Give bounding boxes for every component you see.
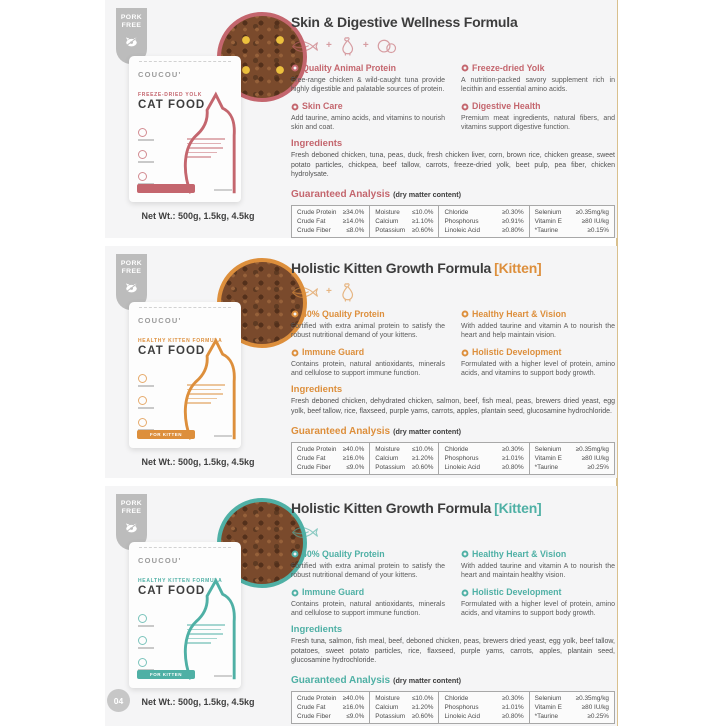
formula-title: Skin & Digestive Wellness Formula — [291, 14, 518, 30]
bag-net-mark — [214, 435, 232, 437]
card-content — [291, 486, 615, 724]
paw-bullet-icon — [291, 64, 299, 72]
plus-icon: + — [326, 286, 332, 298]
bag-band — [137, 184, 195, 193]
paw-bullet-icon — [461, 103, 469, 111]
analysis-table: Crude Protein ≥34.0% Crude Fat ≥14.0% Crude Fiber ≤8.0% Moisture ≤10.0% Calcium ≥1.10% Potassium ≥0.60% Chloride ≥0.30% Phosphorus ≥0.91% Linoleic Acid ≥0.80% Selenium ≥0.35mg/kg Vitamin E ≥80 IU/kg *Taurine ≥0.15% — [291, 205, 615, 238]
chicken-icon — [339, 283, 356, 302]
guaranteed-analysis-section — [291, 184, 615, 238]
feature-heart-vision: Healthy Heart & Vision With added taurine and vitamin A to nourish the heart and help maintain vision. — [461, 309, 615, 339]
feature-holistic-development: Holistic Development Formulated with a higher level of protein, amino acids, and vitamins to support body growth. — [461, 347, 615, 378]
ingredients-heading: Ingredients — [291, 624, 343, 636]
product-card-kitten-growth-teal — [105, 486, 617, 726]
bag-zipper — [139, 547, 231, 548]
egg-yolk-icon — [376, 39, 398, 54]
bag-fine-print — [187, 138, 225, 158]
formula-tag: [Kitten] — [494, 500, 542, 516]
plus-icon: + — [362, 40, 369, 52]
feature-quality-protein: 40% Quality Protein Fortified with extra animal protein to satisfy the robust nutritional demand of your kittens. — [291, 549, 445, 579]
bag-feature-icons — [138, 374, 154, 431]
feature-list — [291, 63, 615, 132]
pork-free-label: PORK FREE — [120, 260, 143, 276]
plus-icon: + — [326, 40, 332, 52]
feature-heart-vision: Healthy Heart & Vision With added taurine and vitamin A to nourish the heart and maintain healthy vision. — [461, 549, 615, 579]
paw-bullet-icon — [291, 310, 299, 318]
pork-free-label: PORK FREE — [120, 14, 143, 30]
paw-bullet-icon — [461, 64, 469, 72]
ingredients-text: Fresh deboned chicken, tuna, peas, duck, fresh chicken liver, corn, brown rice, chicken grease, sweet potato particles, chickpea, beef tallow, carrots, freeze-dried yolk, beet pulp, pea fiber, chicken hydrolysate. — [291, 152, 615, 178]
bag-fine-print — [187, 384, 225, 404]
ingredients-text: Fresh deboned chicken, dehydrated chicken, salmon, beef, fish meal, peas, brewers dried yeast, egg yolk, beef tallow, rice, flaxseed, purple yams, carrots, apples, plantain seed, glucosamine hydrochloride. — [291, 398, 615, 415]
analysis-table: Crude Protein ≥40.0% Crude Fat ≥16.0% Crude Fiber ≤9.0% Moisture ≤10.0% Calcium ≥1.20% Potassium ≥0.60% Chloride ≥0.30% Phosphorus ≥1.01% Linoleic Acid ≥0.80% Selenium ≥0.35mg/kg Vitamin E ≥80 IU/kg *Taurine ≥0.25% — [291, 442, 615, 475]
bag-subtitle: HEALTHY KITTEN FORMULA — [138, 338, 223, 344]
pork-free-label: PORK FREE — [120, 500, 143, 516]
feature-quality-protein: 40% Quality Protein Fortified with extra animal protein to satisfy the robust nutritional demand of your kittens. — [291, 309, 445, 339]
guaranteed-analysis-section — [291, 421, 615, 475]
protein-source-icons — [291, 522, 615, 542]
formula-tag: [Kitten] — [494, 260, 542, 276]
paw-bullet-icon — [461, 349, 469, 357]
paw-bullet-icon — [291, 589, 299, 597]
feature-freeze-dried-yolk: Freeze-dried Yolk A nutrition-packed savory supplement rich in lecithin and essential amino acids. — [461, 63, 615, 93]
ingredients-section — [291, 624, 615, 665]
bag-band: FOR KITTEN — [137, 670, 195, 679]
bag-subtitle: HEALTHY KITTEN FORMULA — [138, 578, 223, 584]
analysis-table: Crude Protein ≥40.0% Crude Fat ≥16.0% Crude Fiber ≤9.0% Moisture ≤10.0% Calcium ≥1.20% Potassium ≥0.60% Chloride ≥0.30% Phosphorus ≥1.01% Linoleic Acid ≥0.80% Selenium ≥0.35mg/kg Vitamin E ≥80 IU/kg *Taurine ≥0.25% — [291, 691, 615, 724]
net-weight: Net Wt.: 500g, 1.5kg, 4.5kg — [141, 697, 255, 707]
pig-icon — [124, 282, 139, 293]
protein-source-icons — [291, 282, 615, 302]
analysis-note: (dry matter content) — [393, 426, 462, 436]
product-card-kitten-growth-orange — [105, 246, 617, 478]
feature-holistic-development: Holistic Development Formulated with a higher level of protein, amino acids, and vitamins to support body growth. — [461, 587, 615, 618]
guaranteed-analysis-section — [291, 670, 615, 724]
feature-digestive-health: Digestive Health Premium meat ingredients, natural fibers, and vitamins support digestive function. — [461, 101, 615, 132]
bag-feature-icons — [138, 614, 154, 671]
card-content — [291, 0, 615, 238]
bag-zipper — [139, 61, 231, 62]
bag-zipper — [139, 307, 231, 308]
ingredients-heading: Ingredients — [291, 384, 343, 396]
fish-icon — [291, 39, 319, 54]
feature-quality-animal-protein: Quality Animal Protein Free-range chicken & wild-caught tuna provide highly digestible and palatable sources of protein. — [291, 63, 445, 93]
chicken-icon — [339, 37, 356, 56]
bag-brand: COUCOU' — [138, 556, 182, 565]
fish-icon — [291, 525, 319, 540]
net-weight: Net Wt.: 500g, 1.5kg, 4.5kg — [141, 211, 255, 221]
bag-brand: COUCOU' — [138, 70, 182, 79]
bag-subtitle: FREEZE-DRIED YOLK — [138, 92, 203, 98]
card-content — [291, 246, 615, 475]
paw-bullet-icon — [291, 103, 299, 111]
formula-title: Holistic Kitten Growth Formula [Kitten] — [291, 500, 542, 516]
feature-immune-guard: Immune Guard Contains protein, natural antioxidants, minerals and cellulose to support immune function. — [291, 587, 445, 618]
pig-icon — [124, 522, 139, 533]
bag-net-mark — [214, 189, 232, 191]
analysis-note: (dry matter content) — [393, 190, 462, 200]
guaranteed-analysis-heading: Guaranteed Analysis — [291, 189, 391, 201]
feature-immune-guard: Immune Guard Contains protein, natural antioxidants, minerals and cellulose to support immune function. — [291, 347, 445, 378]
analysis-note: (dry matter content) — [393, 676, 462, 686]
feature-list — [291, 549, 615, 618]
bag-fine-print — [187, 624, 225, 644]
net-weight: Net Wt.: 500g, 1.5kg, 4.5kg — [141, 457, 255, 467]
ingredients-section — [291, 384, 615, 415]
ingredients-heading: Ingredients — [291, 138, 343, 150]
product-bag — [129, 56, 241, 202]
protein-source-icons — [291, 36, 615, 56]
fish-icon — [291, 285, 319, 300]
ingredients-text: Fresh tuna, salmon, fish meal, beef, deboned chicken, peas, brewers dried yeast, egg yolk, beef tallow, potatoes, sweet potato particles, rice, flaxseed, purple yams, carrots, apples, plantain seed, glucosamine hydrochloride. — [291, 638, 615, 664]
feature-list — [291, 309, 615, 378]
product-card-skin-digestive — [105, 0, 617, 238]
paw-bullet-icon — [461, 310, 469, 318]
guaranteed-analysis-heading: Guaranteed Analysis — [291, 675, 391, 687]
bag-feature-icons — [138, 128, 154, 185]
paw-bullet-icon — [461, 589, 469, 597]
product-bag — [129, 302, 241, 448]
product-bag — [129, 542, 241, 688]
formula-title: Holistic Kitten Growth Formula [Kitten] — [291, 260, 542, 276]
bag-band: FOR KITTEN — [137, 430, 195, 439]
pig-icon — [124, 36, 139, 47]
paw-bullet-icon — [291, 349, 299, 357]
bag-product-name: CAT FOOD — [138, 345, 206, 357]
page-number: 04 — [107, 689, 130, 712]
bag-net-mark — [214, 675, 232, 677]
guaranteed-analysis-heading: Guaranteed Analysis — [291, 425, 391, 437]
feature-skin-care: Skin Care Add taurine, amino acids, and vitamins to nourish skin and coat. — [291, 101, 445, 132]
paw-bullet-icon — [461, 550, 469, 558]
paw-bullet-icon — [291, 550, 299, 558]
bag-brand: COUCOU' — [138, 316, 182, 325]
bag-product-name: CAT FOOD — [138, 99, 206, 111]
ingredients-section — [291, 138, 615, 179]
bag-product-name: CAT FOOD — [138, 585, 206, 597]
